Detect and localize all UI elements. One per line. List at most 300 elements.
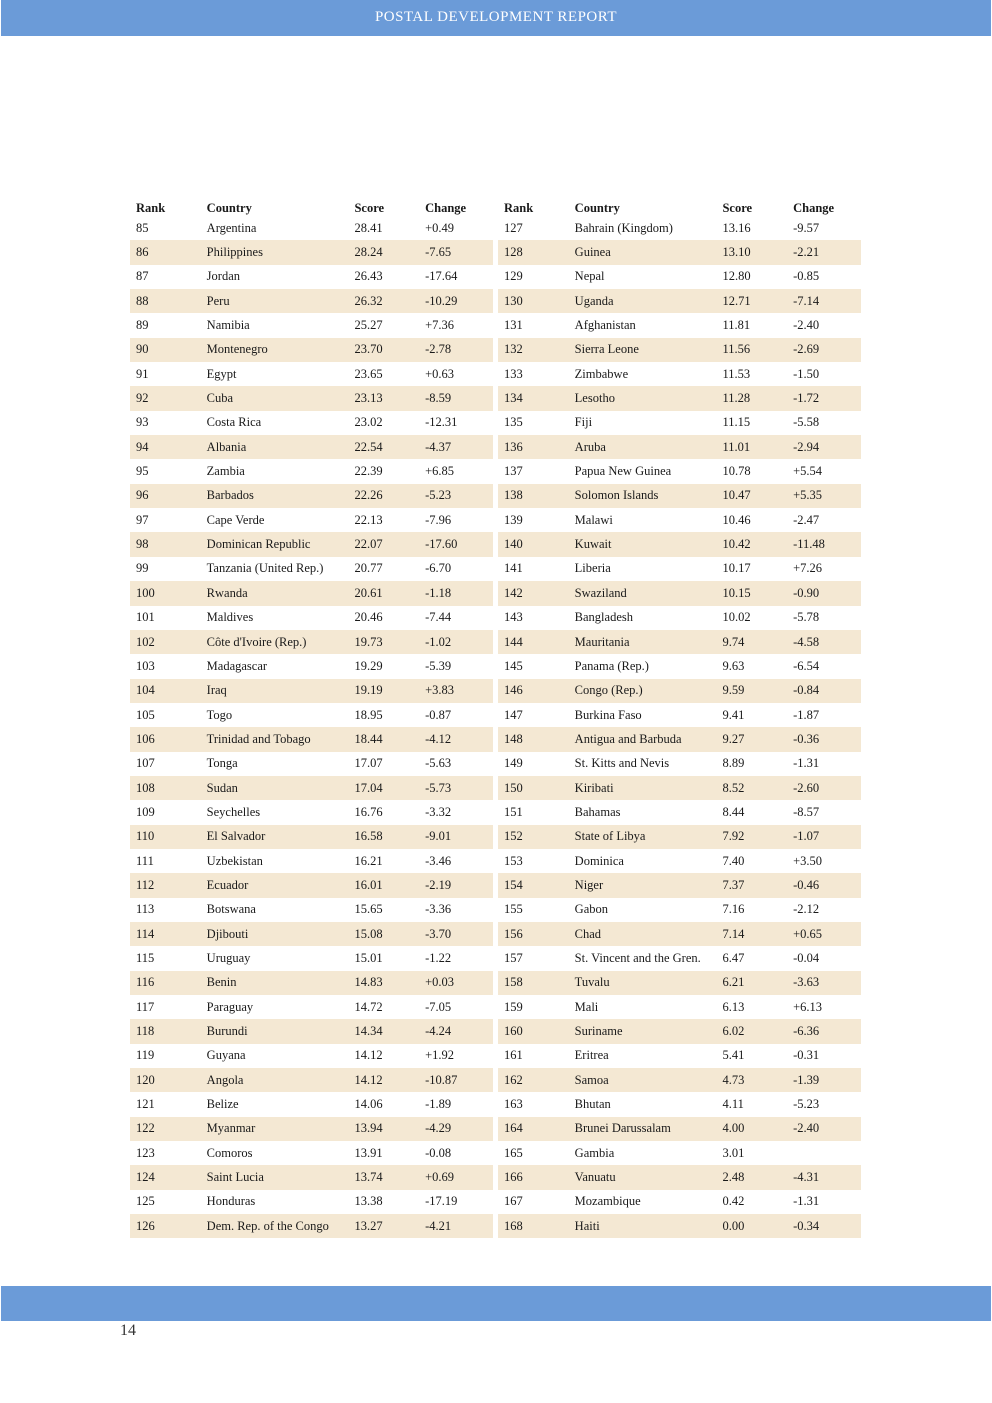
table-row [130,484,493,508]
change-cell: -5.39 [425,658,452,673]
score-cell: 8.52 [716,776,787,800]
country-cell: Belize [206,1097,239,1112]
score-cell: 9.63 [722,658,745,673]
rank-cell: 104 [130,679,201,703]
country-cell: Togo [206,707,233,722]
ranking-table-right [498,196,861,1238]
score-cell: 0.42 [722,1194,745,1209]
change-cell: -3.32 [425,804,452,819]
rank-cell: 113 [136,902,155,917]
table-row [498,776,861,800]
change-cell: +7.36 [425,318,455,333]
table-row [498,557,861,581]
rank-cell: 154 [498,873,569,897]
rank-cell: 101 [136,610,155,625]
country-cell: Bahamas [574,804,621,819]
change-cell: -17.19 [425,1194,458,1209]
change-cell: -1.02 [419,630,493,654]
table-row [498,313,861,337]
rank-cell: 99 [136,561,149,576]
change-cell: -4.37 [419,435,493,459]
country-cell: Comoros [206,1145,253,1160]
column-header-score: Score [354,201,385,215]
rank-cell: 112 [130,873,201,897]
country-cell: Honduras [206,1194,256,1209]
rank-cell: 143 [504,610,523,625]
change-cell: -9.57 [793,220,820,235]
score-cell: 13.16 [722,220,751,235]
change-cell: +0.49 [425,220,455,235]
table-row [498,1019,861,1043]
change-cell: -10.29 [419,289,493,313]
change-cell: -4.24 [419,1019,493,1043]
change-cell: -3.70 [419,922,493,946]
table-row [130,508,493,532]
table-row [498,752,861,776]
table-row [498,362,861,386]
table-row [498,1117,861,1141]
table-row [130,922,493,946]
score-cell: 17.07 [354,756,383,771]
rank-cell: 140 [498,532,569,556]
score-cell: 9.74 [716,630,787,654]
score-cell: 15.08 [348,922,419,946]
column-header-change: Change [793,201,835,215]
rank-cell: 97 [136,512,149,527]
score-cell: 6.47 [722,950,745,965]
score-cell: 26.32 [348,289,419,313]
rank-cell: 131 [504,318,523,333]
change-cell: +6.85 [425,464,455,479]
rank-cell: 85 [136,220,149,235]
country-cell: Chad [569,922,717,946]
score-cell: 20.61 [348,581,419,605]
table-row [498,216,861,240]
rank-cell: 94 [130,435,201,459]
change-cell: -5.78 [793,610,820,625]
country-cell: Bhutan [574,1097,611,1112]
score-cell: 8.89 [722,756,745,771]
change-cell: -5.73 [419,776,493,800]
change-cell: -2.12 [793,902,820,917]
score-cell: 17.04 [348,776,419,800]
change-cell: -8.59 [419,386,493,410]
change-cell: -6.70 [425,561,452,576]
table-row [130,1068,493,1092]
rank-cell: 139 [504,512,523,527]
score-cell: 14.12 [354,1048,383,1063]
rank-cell: 114 [130,922,201,946]
country-cell: Uruguay [206,950,251,965]
country-cell: Angola [201,1068,349,1092]
table-row [498,630,861,654]
rank-cell: 163 [504,1097,523,1112]
country-cell: Fiji [574,415,593,430]
change-cell: -7.05 [425,999,452,1014]
change-cell: -2.40 [787,1117,861,1141]
change-cell: -1.89 [425,1097,452,1112]
score-cell: 16.58 [348,825,419,849]
score-cell: 4.00 [716,1117,787,1141]
score-cell: 28.24 [348,240,419,264]
table-row [498,1214,861,1238]
country-cell: Cuba [201,386,349,410]
country-cell: Dominica [574,853,624,868]
country-cell: Tanzania (United Rep.) [206,561,324,576]
score-cell: 7.92 [716,825,787,849]
change-cell: -5.23 [793,1097,820,1112]
change-cell: -2.19 [419,873,493,897]
table-row [498,386,861,410]
country-cell: Seychelles [206,804,261,819]
table-row [498,1190,861,1214]
change-cell: -1.31 [793,756,820,771]
country-cell: Benin [201,971,349,995]
rank-cell: 100 [130,581,201,605]
score-cell: 13.94 [348,1117,419,1141]
score-cell: 10.78 [722,464,751,479]
table-row [498,995,861,1019]
change-cell: -7.44 [425,610,452,625]
score-cell: 23.65 [354,366,383,381]
country-cell: Uzbekistan [206,853,263,868]
score-cell: 7.14 [716,922,787,946]
country-cell: Costa Rica [206,415,262,430]
table-row [130,1165,493,1189]
score-cell: 22.39 [354,464,383,479]
report-title: POSTAL DEVELOPMENT REPORT [374,9,618,25]
table-row [498,581,861,605]
table-row [498,898,861,922]
score-cell: 22.07 [348,532,419,556]
table-row [130,654,493,678]
score-cell: 7.40 [722,853,745,868]
score-cell: 22.13 [354,512,383,527]
rank-cell: 133 [504,366,523,381]
score-cell: 0.00 [716,1214,787,1238]
country-cell: Guyana [206,1048,246,1063]
table-row [498,1141,861,1165]
country-cell: Sudan [201,776,349,800]
country-cell: Swaziland [569,581,717,605]
rank-cell: 130 [498,289,569,313]
table-row [130,898,493,922]
change-cell: -1.18 [419,581,493,605]
country-cell: Mali [574,999,599,1014]
score-cell: 20.46 [354,610,383,625]
table-row [130,1214,493,1238]
score-cell: 6.21 [716,971,787,995]
country-cell: Rwanda [201,581,349,605]
table-row [498,1068,861,1092]
rank-cell: 108 [130,776,201,800]
rank-cell: 145 [504,658,523,673]
change-cell: -2.69 [787,338,861,362]
country-cell: Afghanistan [574,318,636,333]
rank-cell: 89 [136,318,149,333]
rank-cell: 86 [130,240,201,264]
score-cell: 14.12 [348,1068,419,1092]
score-cell: 5.41 [722,1048,745,1063]
rank-cell: 115 [136,950,155,965]
table-row [498,338,861,362]
change-cell: -2.60 [787,776,861,800]
rank-cell: 121 [136,1097,155,1112]
change-cell: -5.63 [425,756,452,771]
score-cell: 9.41 [722,707,745,722]
table-row [130,1141,493,1165]
rank-cell: 164 [498,1117,569,1141]
country-cell: Tonga [206,756,238,771]
country-cell: Niger [569,873,717,897]
change-cell: -4.12 [419,727,493,751]
country-cell: Brunei Darussalam [569,1117,717,1141]
rank-cell: 161 [504,1048,523,1063]
rank-cell: 105 [136,707,155,722]
score-cell: 11.53 [722,366,751,381]
country-cell: Zimbabwe [574,366,629,381]
score-cell: 13.27 [348,1214,419,1238]
rank-cell: 160 [498,1019,569,1043]
table-row [130,435,493,459]
score-cell: 9.27 [716,727,787,751]
score-cell: 12.71 [716,289,787,313]
country-cell: Papua New Guinea [574,464,672,479]
footer-bar [1,1286,991,1321]
table-row [498,971,861,995]
header-row [498,196,861,216]
table-row [498,679,861,703]
rank-cell: 156 [498,922,569,946]
table-row [498,703,861,727]
score-cell: 3.01 [722,1145,745,1160]
column-header-rank: Rank [504,201,534,215]
rank-cell: 167 [504,1194,523,1209]
change-cell: -4.21 [419,1214,493,1238]
country-cell: Eritrea [574,1048,609,1063]
table-row [498,849,861,873]
column-header-country: Country [206,201,252,215]
change-cell: -17.60 [419,532,493,556]
table-row [498,825,861,849]
table-row [498,240,861,264]
change-cell: -0.87 [425,707,452,722]
page-number: 14 [120,1322,136,1339]
score-cell: 9.59 [716,679,787,703]
change-cell: -2.78 [419,338,493,362]
table-row [130,386,493,410]
rank-cell: 120 [130,1068,201,1092]
country-cell: Myanmar [201,1117,349,1141]
rank-cell: 90 [130,338,201,362]
table-row [498,606,861,630]
table-row [130,873,493,897]
change-cell: +7.26 [793,561,823,576]
score-cell: 28.41 [354,220,383,235]
rank-cell: 135 [504,415,523,430]
change-cell: -11.48 [787,532,861,556]
country-cell: Aruba [569,435,717,459]
country-cell: St. Kitts and Nevis [574,756,670,771]
country-cell: Argentina [206,220,257,235]
score-cell: 14.72 [354,999,383,1014]
score-cell: 10.42 [716,532,787,556]
country-cell: Uganda [569,289,717,313]
table-row [130,752,493,776]
change-cell: +0.65 [787,922,861,946]
rank-cell: 150 [498,776,569,800]
change-cell: +3.83 [419,679,493,703]
rank-cell: 148 [498,727,569,751]
country-cell: Vanuatu [569,1165,717,1189]
country-cell: St. Vincent and the Gren. [574,950,701,965]
change-cell: +0.03 [419,971,493,995]
score-cell: 11.01 [716,435,787,459]
score-cell: 6.02 [716,1019,787,1043]
table-row [498,411,861,435]
change-cell: +1.92 [425,1048,455,1063]
score-cell: 12.80 [722,269,751,284]
rank-cell: 92 [130,386,201,410]
table-row [130,459,493,483]
score-cell: 14.06 [354,1097,383,1112]
country-cell: Barbados [201,484,349,508]
column-header-country: Country [574,201,620,215]
change-cell [787,1141,861,1165]
score-cell: 23.70 [348,338,419,362]
table-row [130,1190,493,1214]
change-cell: -1.50 [793,366,820,381]
change-cell: -1.87 [793,707,820,722]
country-cell: Liberia [574,561,611,576]
score-cell: 11.81 [722,318,751,333]
rank-cell: 157 [504,950,523,965]
rank-cell: 122 [130,1117,201,1141]
country-cell: Albania [201,435,349,459]
country-cell: Madagascar [206,658,268,673]
table-row [130,532,493,556]
change-cell: +0.63 [425,366,455,381]
change-cell: -4.31 [787,1165,861,1189]
country-cell: Burundi [201,1019,349,1043]
country-cell: Antigua and Barbuda [569,727,717,751]
score-cell: 15.01 [354,950,383,965]
rank-cell: 165 [504,1145,523,1160]
rank-cell: 166 [498,1165,569,1189]
change-cell: +5.54 [793,464,823,479]
score-cell: 23.02 [354,415,383,430]
table-row [498,1165,861,1189]
change-cell: -10.87 [419,1068,493,1092]
country-cell: Burkina Faso [574,707,642,722]
score-cell: 4.73 [716,1068,787,1092]
table-row [130,338,493,362]
rank-cell: 111 [136,853,154,868]
score-cell: 11.28 [716,386,787,410]
change-cell: -7.96 [425,512,452,527]
score-cell: 25.27 [354,318,383,333]
rank-cell: 168 [498,1214,569,1238]
rank-cell: 149 [504,756,523,771]
score-cell: 16.76 [354,804,383,819]
rank-cell: 147 [504,707,523,722]
country-cell: Bahrain (Kingdom) [574,220,673,235]
change-cell: -7.14 [787,289,861,313]
rank-cell: 116 [130,971,201,995]
table-row [130,995,493,1019]
score-cell: 10.15 [716,581,787,605]
score-cell: 14.83 [348,971,419,995]
table-row [130,800,493,824]
change-cell: -2.21 [787,240,861,264]
table-row [130,727,493,751]
change-cell: -4.58 [787,630,861,654]
score-cell: 19.73 [348,630,419,654]
country-cell: Maldives [206,610,254,625]
country-cell: Congo (Rep.) [569,679,717,703]
country-cell: Suriname [569,1019,717,1043]
change-cell: -9.01 [419,825,493,849]
country-cell: Mauritania [569,630,717,654]
score-cell: 19.19 [348,679,419,703]
country-cell: Dominican Republic [201,532,349,556]
country-cell: State of Libya [569,825,717,849]
rank-cell: 146 [498,679,569,703]
change-cell: -0.85 [793,269,820,284]
score-cell: 16.01 [348,873,419,897]
score-cell: 8.44 [722,804,745,819]
score-cell: 11.56 [716,338,787,362]
country-cell: Peru [201,289,349,313]
rank-cell: 126 [130,1214,201,1238]
change-cell: +0.69 [419,1165,493,1189]
table-row [498,873,861,897]
rank-cell: 118 [130,1019,201,1043]
rank-cell: 123 [136,1145,155,1160]
table-row [498,484,861,508]
rank-cell: 109 [136,804,155,819]
country-cell: Zambia [206,464,245,479]
rank-cell: 106 [130,727,201,751]
country-cell: Montenegro [201,338,349,362]
change-cell: -1.31 [793,1194,820,1209]
score-cell: 13.74 [348,1165,419,1189]
change-cell: -2.47 [793,512,820,527]
table-row [130,825,493,849]
country-cell: Guinea [569,240,717,264]
score-cell: 22.26 [348,484,419,508]
change-cell: -0.46 [787,873,861,897]
table-row [498,1044,861,1068]
table-row [130,557,493,581]
rank-cell: 152 [498,825,569,849]
score-cell: 4.11 [722,1097,744,1112]
rank-cell: 144 [498,630,569,654]
change-cell: -12.31 [425,415,458,430]
table-row [498,532,861,556]
rank-cell: 137 [504,464,523,479]
change-cell: -1.22 [425,950,452,965]
score-cell: 7.37 [716,873,787,897]
table-row [130,1044,493,1068]
country-cell: Kuwait [569,532,717,556]
rank-cell: 96 [130,484,201,508]
rank-cell: 151 [504,804,523,819]
country-cell: Gambia [574,1145,615,1160]
country-cell: Panama (Rep.) [574,658,649,673]
table-row [498,946,861,970]
rank-cell: 103 [136,658,155,673]
